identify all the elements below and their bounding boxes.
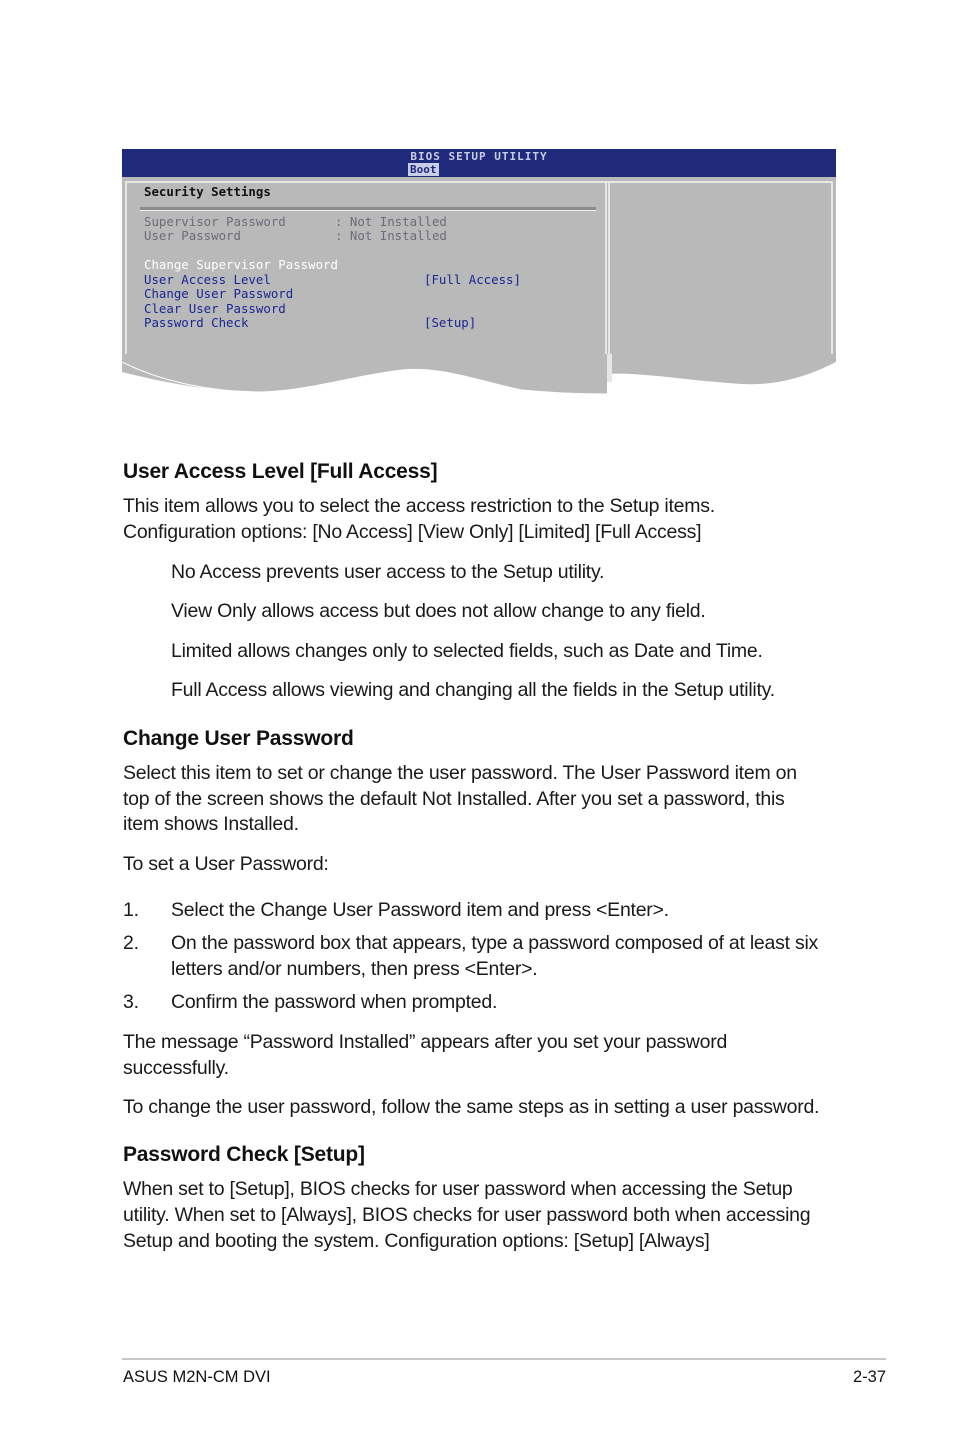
steps-intro: To set a User Password: [123, 853, 329, 875]
step-text: letters and/or numbers, then press <Enter>. [171, 958, 538, 980]
step-number: 1. [123, 899, 139, 921]
step-text: Confirm the password when prompted. [171, 991, 498, 1013]
step-number: 3. [123, 991, 139, 1013]
paragraph-line: Setup and booting the system. Configuration options: [Setup] [Always] [123, 1230, 710, 1252]
option-description: Full Access allows viewing and changing all the fields in the Setup utility. [171, 679, 775, 701]
bios-item-clear-user-password[interactable]: Clear User Password [144, 301, 286, 316]
paragraph-line: item shows Installed. [123, 813, 299, 835]
bios-title: BIOS SETUP UTILITY [410, 150, 548, 163]
bios-info-value: : Not Installed [335, 228, 447, 243]
torn-edge [122, 354, 836, 394]
paragraph-line: Select this item to set or change the user password. The User Password item on [123, 762, 797, 784]
bios-title-bar [122, 149, 836, 177]
section-heading-password-check: Password Check [Setup] [123, 1143, 365, 1166]
bios-panel-divider [605, 181, 610, 378]
paragraph-line: This item allows you to select the access restriction to the Setup items. [123, 495, 715, 517]
bios-screenshot [122, 149, 836, 394]
paragraph-line: successfully. [123, 1057, 229, 1079]
bios-info-label: User Password [144, 228, 241, 243]
paragraph-line: top of the screen shows the default Not Installed. After you set a password, this [123, 788, 785, 810]
bios-info-value: : Not Installed [335, 214, 447, 229]
bios-item-value[interactable]: [Setup] [424, 315, 477, 330]
section-heading-change-user-password: Change User Password [123, 727, 354, 750]
footer-product-name: ASUS M2N-CM DVI [123, 1368, 271, 1386]
paragraph-line: When set to [Setup], BIOS checks for user password when accessing the Setup [123, 1178, 793, 1200]
section-heading-user-access-level: User Access Level [Full Access] [123, 460, 438, 483]
footer-page-number: 2-37 [852, 1368, 886, 1386]
paragraph-line: utility. When set to [Always], BIOS checks for user password both when accessing [123, 1204, 811, 1226]
bios-item-value[interactable]: [Full Access] [424, 272, 521, 287]
bios-info-label: Supervisor Password [144, 214, 286, 229]
paragraph-line: To change the user password, follow the same steps as in setting a user password. [123, 1096, 820, 1118]
paragraph-line: Configuration options: [No Access] [View Only] [Limited] [Full Access] [123, 521, 702, 543]
bios-body [122, 177, 836, 362]
step-number: 2. [123, 932, 139, 954]
bios-section-heading: Security Settings [144, 184, 271, 199]
step-text: On the password box that appears, type a password composed of at least six [171, 932, 819, 954]
paragraph-line: The message “Password Installed” appears after you set your password [123, 1031, 728, 1053]
step-text: Select the Change User Password item and press <Enter>. [171, 899, 669, 921]
option-description: Limited allows changes only to selected fields, such as Date and Time. [171, 640, 763, 662]
bios-item-change-user-password[interactable]: Change User Password [144, 286, 294, 301]
option-description: View Only allows access but does not allow change to any field. [171, 600, 706, 622]
footer-rule [122, 1358, 886, 1360]
bios-separator [140, 207, 596, 211]
bios-item-password-check[interactable]: Password Check [144, 315, 249, 330]
bios-tab-boot[interactable]: Boot [410, 163, 437, 176]
bios-item-user-access-level[interactable]: User Access Level [144, 272, 271, 287]
bios-item-change-supervisor-password[interactable]: Change Supervisor Password [144, 257, 338, 272]
option-description: No Access prevents user access to the Setup utility. [171, 561, 605, 583]
